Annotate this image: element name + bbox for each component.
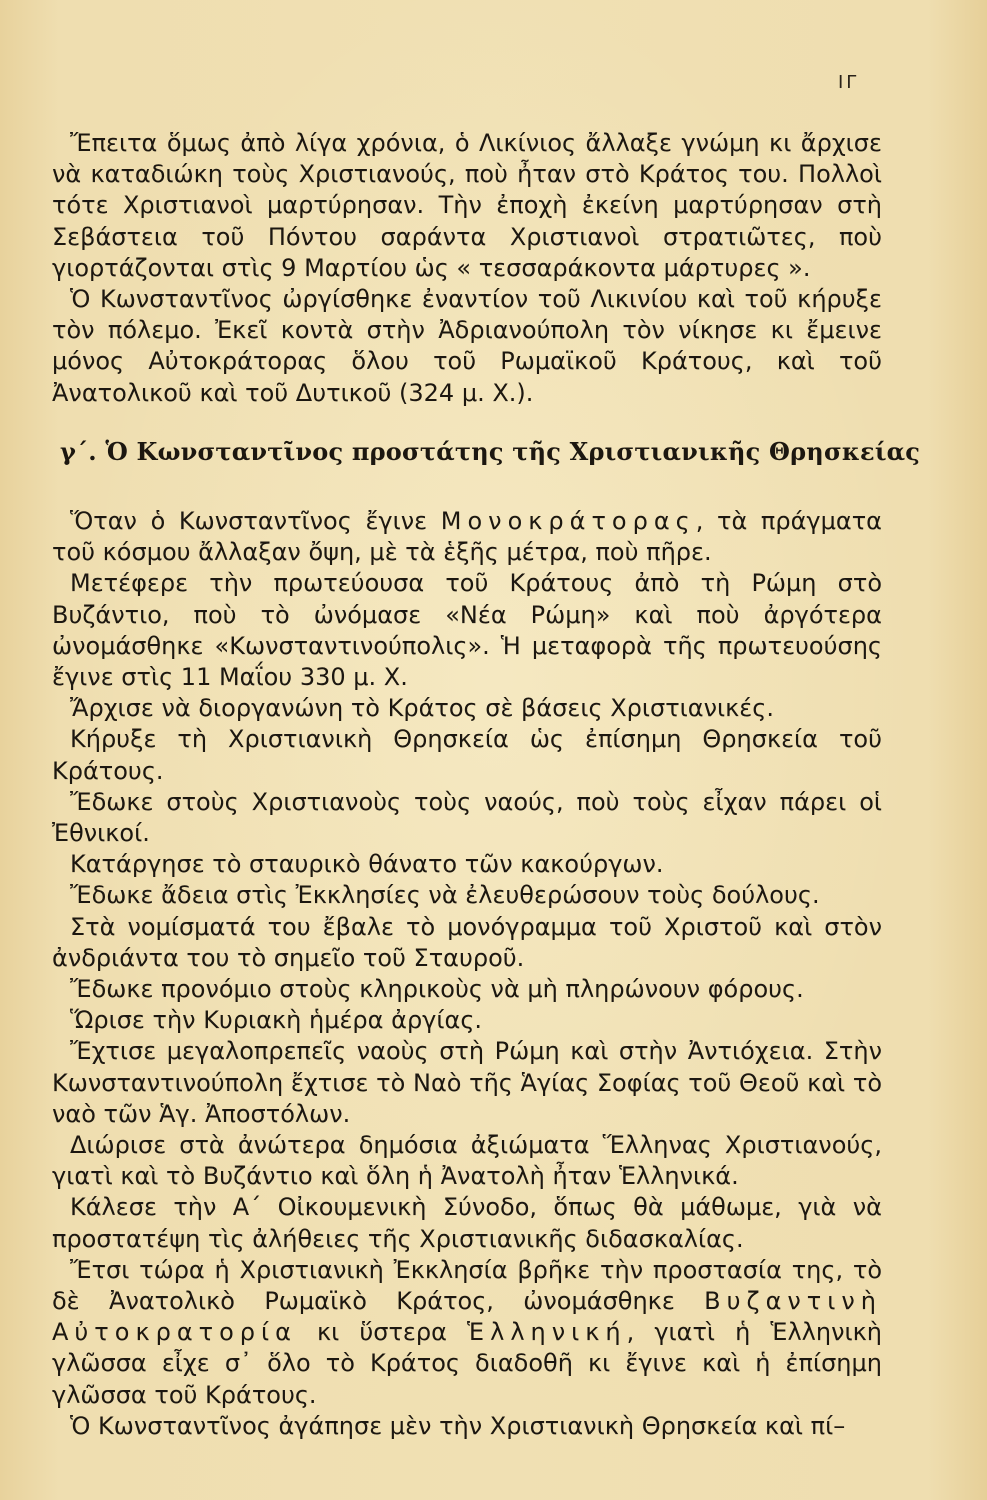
paragraph-byzantine — [52, 1255, 882, 1411]
paragraph-official-religion: Κήρυξε τὴ Χριστιανικὴ Θρησκεία ὡς ἐπίσημη Θρησκεία τοῦ Κράτους. — [52, 725, 882, 785]
paragraph-last-line: Ὁ Κωνσταντῖνος ἀγάπησε μὲν τὴν Χριστιανικὴ Θρησκεία καὶ πί– — [70, 1411, 846, 1440]
section-heading: γ΄. Ὁ Κωνσταντῖνος προστάτης τῆς Χριστιανικῆς Θρησκείας — [60, 437, 921, 466]
byzantine-emphasis-2: Ἑλληνική — [467, 1318, 627, 1347]
paragraph-churches: Ἔχτισε μεγαλοπρεπεῖς ναοὺς στὴ Ρώμη καὶ στὴν Ἀντιόχεια. Στὴν Κωνσταντινούπολη ἔχτισε τὸ Ναὸ τῆς Ἁγίας Σοφίας τοῦ Θεοῦ καὶ τὸ ναὸ τῶν Ἁγ. Ἀποστόλων. — [52, 1037, 882, 1128]
paragraph-crucifixion: Κατάργησε τὸ σταυρικὸ θάνατο τῶν κακούργων. — [70, 850, 664, 879]
section-two-text — [52, 506, 882, 1442]
paragraph-organize: Ἄρχισε νὰ διοργανώνη τὸ Κράτος σὲ βάσεις Χριστιανικές. — [70, 694, 774, 723]
paragraph-licinius: Ἔπειτα ὅμως ἀπὸ λίγα χρόνια, ὁ Λικίνιος ἄλλαξε γνώμη κι ἄρχισε νὰ καταδιώκη τοὺς Χριστιανούς, ποὺ ἦταν στὸ Κράτος του. Πολλοὶ τότε Χριστιανοὶ μαρτύρησαν. Τὴν ἐποχὴ ἐκείνη μαρτύρησαν στὴ Σεβάστεια τοῦ Πόντου σαράντα Χριστιανοὶ στρατιῶτες, ποὺ γιορτάζονται στὶς 9 Μαρτίου ὡς « τεσσαράκοντα μάρτυρες ». — [52, 129, 882, 282]
paragraph-slaves: Ἔδωκε ἄδεια στὶς Ἐκκλησίες νὰ ἐλευθερώσουν τοὺς δούλους. — [70, 881, 820, 910]
intro-emphasis: Μονοκράτορας — [440, 507, 696, 535]
paragraph-temples: Ἔδωκε στοὺς Χριστιανοὺς τοὺς ναούς, ποὺ τοὺς εἶχαν πάρει οἱ Ἐθνικοί. — [52, 787, 882, 848]
paragraph-coins: Στὰ νομίσματά του ἔβαλε τὸ μονόγραμμα τοῦ Χριστοῦ καὶ στὸν ἀνδριάντα του τὸ σημεῖο τοῦ Σταυροῦ. — [52, 912, 882, 972]
byzantine-emphasis-1: Βυζαντινὴ Αὐτοκρατορία — [52, 1287, 882, 1347]
byzantine-text-2: κι ὕστερα — [296, 1318, 468, 1347]
page-number: ΙΓ — [838, 72, 860, 93]
paragraph-intro — [52, 506, 882, 568]
intro-text-start: Ὅταν ὁ Κωνσταντῖνος ἔγινε — [70, 507, 441, 535]
byzantine-text-1: Ἔτσι τώρα ἡ Χριστιανικὴ Ἐκκλησία βρῆκε τὴν προστασία της, τὸ δὲ Ἀνατολικὸ Ρωμαϊκὸ Κράτος, ὠνομάσθηκε — [52, 1255, 882, 1316]
paragraph-capital: Μετέφερε τὴν πρωτεύουσα τοῦ Κράτους ἀπὸ τὴ Ρώμη στὸ Βυζάντιο, ποὺ τὸ ὠνόμασε «Νέα Ρώμη» καὶ ποὺ ἀργότερα ὠνομάσθηκε «Κωνσταντινούπολις». Ἡ μεταφορὰ τῆς πρωτευούσης ἔγινε στὶς 11 Μαΐου 330 μ. Χ. — [52, 569, 882, 692]
paragraph-clergy: Ἔδωκε προνόμιο στοὺς κληρικοὺς νὰ μὴ πληρώνουν φόρους. — [70, 975, 804, 1004]
section-one-text — [52, 128, 882, 409]
byzantine-text-3: , γιατὶ ἡ Ἑλληνικὴ γλῶσσα εἶχε σ᾽ ὅλο τὸ Κράτος διαδοθῆ κι ἔγινε καὶ ἡ ἐπίσημη γλῶσσα τοῦ Κράτους. — [52, 1318, 882, 1409]
intro-text-end: , τὰ πράγματα τοῦ κόσμου ἄλλαξαν ὄψη, μὲ τὰ ἑξῆς μέτρα, ποὺ πῆρε. — [52, 507, 882, 567]
paragraph-sunday: Ὥρισε τὴν Κυριακὴ ἡμέρα ἀργίας. — [70, 1006, 483, 1035]
paragraph-war: Ὁ Κωνσταντῖνος ὠργίσθηκε ἐναντίον τοῦ Λικινίου καὶ τοῦ κήρυξε τὸν πόλεμο. Ἐκεῖ κοντὰ στὴν Ἀδριανούπολη τὸν νίκησε κι ἔμεινε μόνος Αὐτοκράτορας ὅλου τοῦ Ρωμαϊκοῦ Κράτους, καὶ τοῦ Ἀνατολικοῦ καὶ τοῦ Δυτικοῦ (324 μ. Χ.). — [52, 285, 882, 407]
paragraph-offices: Διώρισε στὰ ἀνώτερα δημόσια ἀξιώματα Ἕλληνας Χριστιανούς, γιατὶ καὶ τὸ Βυζάντιο καὶ ὅλη ἡ Ἀνατολὴ ἦταν Ἑλληνικά. — [52, 1131, 882, 1191]
paragraph-synod: Κάλεσε τὴν Α΄ Οἰκουμενικὴ Σύνοδο, ὅπως θὰ μάθωμε, γιὰ νὰ προστατέψη τὶς ἀλήθειες τῆς Χριστιανικῆς διδασκαλίας. — [52, 1193, 882, 1253]
